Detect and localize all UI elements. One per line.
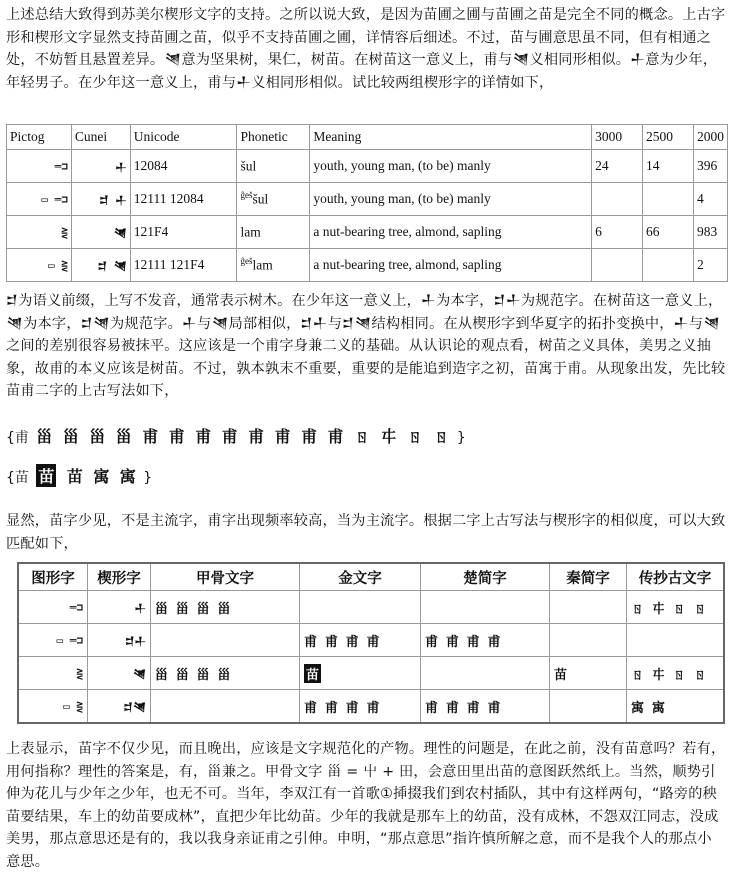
count-2000-cell: 2	[694, 249, 728, 282]
qin-slip-cell	[550, 591, 627, 624]
fu-glyph: 甾	[62, 427, 79, 446]
cuneiform-cell: 𒇴	[88, 657, 151, 690]
chu-slip-cell: 甫 甫 甫 甫	[421, 624, 550, 657]
fu-glyph: 甫	[301, 427, 318, 446]
count-2000-cell: 4	[694, 183, 728, 216]
fu-glyph: 甫	[221, 427, 238, 446]
cuneiform-cell: 𒄑 𒇴	[71, 249, 130, 282]
miao-glyph: 苗	[36, 464, 56, 487]
table-header-row	[7, 125, 728, 150]
table-row	[18, 690, 724, 724]
transmitted-cell: 㝢 㝢	[627, 690, 725, 724]
phonetic-cell: šul	[237, 150, 310, 183]
header-cunei: Cunei	[71, 125, 130, 150]
pictograph-cell: ▭ ⋛	[7, 249, 72, 282]
fourth-paragraph: 上表显示，苗字不仅少见，而且晚出，应该是文字规范化的产物。理性的问题是，在此之前，没有苗意吗？若有，用何指称？理性的答案是，有，甾兼之。甲骨文字 甾 = 屮 + 田，会意田里出苗的意图跃然纸上。当然，顺势引伸为花儿与少年之少年，也无不可。当年，李双江有一首歌①揷掇我们到农村插队，其中有这样两句，“路旁的秧苗要结果，车上的幼苗要成林”，直把少年比幼苗。少年的我就是那车上的幼苗，没有成林，不怨双江同志，没成美男，那点意思还是有的，我以我身亲证甫之引伸。申明，“那点意思”指许慎所解之意，而不是我个人的那点小意思。	[6, 741, 726, 870]
bronze-cell	[300, 591, 421, 624]
fu-glyph: 甾	[36, 427, 53, 446]
count-3000-cell	[592, 183, 643, 216]
header-2500: 2500	[643, 125, 694, 150]
cuneiform-cell: 𒇴	[71, 216, 130, 249]
phonetic-cell: $^{ĝeš}$šul	[237, 183, 310, 216]
meaning-cell: youth, young man, (to be) manly	[310, 183, 592, 216]
qin-slip-cell: 苗	[550, 657, 627, 690]
fu-glyph: ㄖ	[406, 427, 423, 446]
fu-glyph: 甾	[115, 427, 132, 446]
header-oracle-bone: 甲骨文字	[151, 563, 300, 591]
intro-paragraph: 上述总结大致得到苏美尔楔形文字的支持。之所以说大致，是因为苗圃之圃与苗圃之苗是完全不同的概念。上古字形和楔形文字显然支持苗圃之苗，似乎不支持苗圃之圃，详情容后细述。不过，苗与圃意思虽不同，但有相通之处，不妨暂且悬置差异。𒇴意为坚果树，果仁，树苗。在树苗这一意义上，甫与𒇴义相同形相似。𒈦意为少年，年轻男子。在少年这一意义上，甫与𒈦义相同形相似。试比较两组楔形字的详情如下，	[6, 7, 726, 91]
table-row	[7, 183, 728, 216]
header-chu-slip: 楚简字	[421, 563, 550, 591]
count-2500-cell: 14	[643, 150, 694, 183]
chu-slip-cell	[421, 657, 550, 690]
chu-slip-cell	[421, 591, 550, 624]
fu-glyph: 甫	[195, 427, 212, 446]
transmitted-cell: ㄖ 㐄 ㄖ ㄖ	[627, 657, 725, 690]
qin-slip-cell	[550, 624, 627, 657]
table-row	[7, 249, 728, 282]
chu-slip-cell: 甫 甫 甫 甫	[421, 690, 550, 724]
oracle-bone-cell	[151, 624, 300, 657]
third-paragraph: 显然，苗字少见，不是主流字，甫字出现频率较高，当为主流字。根据二字上古写法与楔形字的相似度，可以大致匹配如下，	[6, 513, 726, 552]
transmitted-cell	[627, 624, 725, 657]
miao-row-label: {苗	[6, 470, 29, 486]
header-pictograph: 图形字	[18, 563, 88, 591]
oracle-bone-cell: 甾 甾 甾 甾	[151, 591, 300, 624]
phonetic-cell: $^{ĝeš}$lam	[237, 249, 310, 282]
count-3000-cell: 24	[592, 150, 643, 183]
miao-row-close: }	[143, 470, 153, 486]
header-bronze: 金文字	[300, 563, 421, 591]
second-paragraph: 𒄑为语义前缀，上写不发音，通常表示树木。在少年这一意义上，𒈦为本字，𒄑𒈦为规范字。在树苗这一意义上，𒇴为本字，𒄑𒇴为规范字。𒈦与𒇴局部相似，𒄑𒈦与𒄑𒇴结构相同。在从楔形字到华夏字的拓扑变换中，𒈦与𒇴之间的差别很容易被抹平。这应该是一个甫字身兼二义的基础。从认识论的观点看，树苗之义具体，美男之义抽象，故甫的本义应该是树苗。不过，孰本孰末不重要，重要的是能追到造字之初，苗寓于甫。从现象出发，先比较苗甫二字的上古写法如下，	[6, 293, 726, 399]
fu-glyph: 甾	[89, 427, 106, 446]
fu-glyph: 甫	[248, 427, 265, 446]
count-3000-cell	[592, 249, 643, 282]
unicode-cell: 12111 121F4	[130, 249, 237, 282]
header-transmitted: 传抄古文字	[627, 563, 725, 591]
miao-glyph-row	[6, 464, 152, 487]
bronze-cell: 苗	[300, 657, 421, 690]
fu-glyph: 㐄	[380, 427, 397, 446]
header-phonetic: Phonetic	[237, 125, 310, 150]
cuneiform-table	[6, 124, 728, 282]
table-row	[18, 591, 724, 624]
fu-glyph: ㄖ	[433, 427, 450, 446]
header-2000: 2000	[694, 125, 728, 150]
oracle-bone-cell	[151, 690, 300, 724]
meaning-cell: a nut-bearing tree, almond, sapling	[310, 216, 592, 249]
header-cuneiform: 楔形字	[88, 563, 151, 591]
miao-glyph: 㝢	[119, 467, 136, 486]
unicode-cell: 12111 12084	[130, 183, 237, 216]
qin-slip-cell	[550, 690, 627, 724]
count-2000-cell: 983	[694, 216, 728, 249]
pictograph-cell: ⋛	[7, 216, 72, 249]
table-row	[18, 624, 724, 657]
header-qin-slip: 秦简字	[550, 563, 627, 591]
count-2500-cell: 66	[643, 216, 694, 249]
header-meaning: Meaning	[310, 125, 592, 150]
table-header-row	[18, 563, 724, 591]
fu-glyph: 甫	[327, 427, 344, 446]
fu-glyph-row	[6, 424, 466, 447]
fu-row-close: }	[456, 430, 466, 446]
pictograph-cell: ▭ ═⊐	[18, 624, 88, 657]
cuneiform-cell: 𒄑𒈦	[88, 624, 151, 657]
pictograph-cell: ▭ ⋛	[18, 690, 88, 724]
miao-glyph: 苗	[66, 467, 83, 486]
table-row	[7, 150, 728, 183]
phonetic-cell: lam	[237, 216, 310, 249]
fu-row-label: {甫	[6, 430, 29, 446]
fu-glyph: 甫	[142, 427, 159, 446]
oracle-bone-cell: 甾 甾 甾 甾	[151, 657, 300, 690]
unicode-cell: 12084	[130, 150, 237, 183]
cuneiform-cell: 𒈦	[88, 591, 151, 624]
cuneiform-cell: 𒈦	[71, 150, 130, 183]
fu-glyph: 甫	[274, 427, 291, 446]
pictograph-cell: ═⊐	[18, 591, 88, 624]
transmitted-cell: ㄖ 㐄 ㄖ ㄖ	[627, 591, 725, 624]
count-2000-cell: 396	[694, 150, 728, 183]
pictograph-cell: ═⊐	[7, 150, 72, 183]
header-pictog: Pictog	[7, 125, 72, 150]
cuneiform-cell: 𒄑𒇴	[88, 690, 151, 724]
table-row	[7, 216, 728, 249]
table-row	[18, 657, 724, 690]
pictograph-cell: ▭ ═⊐	[7, 183, 72, 216]
script-comparison-table	[17, 562, 725, 724]
meaning-cell: youth, young man, (to be) manly	[310, 150, 592, 183]
bronze-cell: 甫 甫 甫 甫	[300, 624, 421, 657]
miao-glyph: 㝢	[93, 467, 110, 486]
count-3000-cell: 6	[592, 216, 643, 249]
count-2500-cell	[643, 249, 694, 282]
header-3000: 3000	[592, 125, 643, 150]
fu-glyph: ㄖ	[354, 427, 371, 446]
pictograph-cell: ⋛	[18, 657, 88, 690]
meaning-cell: a nut-bearing tree, almond, sapling	[310, 249, 592, 282]
count-2500-cell	[643, 183, 694, 216]
bronze-cell: 甫 甫 甫 甫	[300, 690, 421, 724]
cuneiform-cell: 𒄑 𒈦	[71, 183, 130, 216]
fu-glyph: 甫	[168, 427, 185, 446]
header-unicode: Unicode	[130, 125, 237, 150]
unicode-cell: 121F4	[130, 216, 237, 249]
